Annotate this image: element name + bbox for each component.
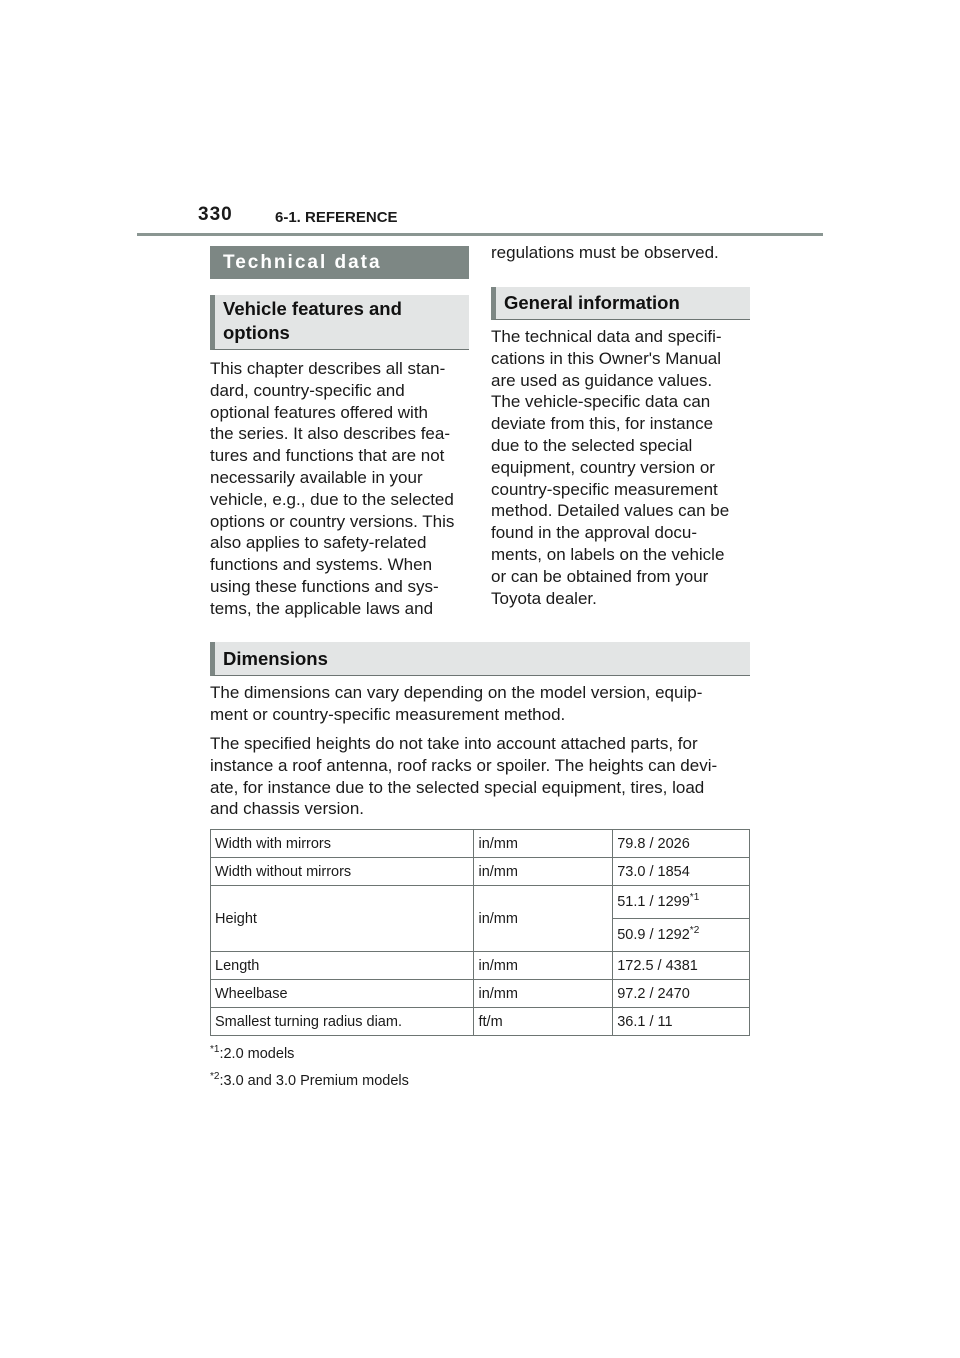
footnote-mark: *2	[210, 1071, 220, 1083]
table-row	[211, 1008, 750, 1036]
text-line: The dimensions can vary depending on the model version, equip-	[210, 683, 703, 702]
text-line: deviate from this, for instance	[491, 414, 714, 434]
text-line: due to the selected special	[491, 435, 693, 455]
row-value	[613, 886, 750, 919]
text-line: dard, country-specific and	[210, 380, 405, 400]
row-label: Width with mirrors	[211, 830, 474, 858]
vehicle-features-text	[210, 358, 475, 620]
text-line: options or country versions. This	[210, 511, 455, 531]
text-line: also applies to safety-related	[210, 533, 427, 553]
row-unit: in/mm	[474, 952, 613, 980]
table-row	[211, 858, 750, 886]
row-value: 36.1 / 11	[613, 1008, 750, 1036]
text-line: equipment, country version or	[491, 457, 715, 477]
text-line: using these functions and sys-	[210, 576, 439, 596]
row-label: Smallest turning radius diam.	[211, 1008, 474, 1036]
vehicle-features-title-line1: Vehicle features and	[223, 298, 402, 319]
dimensions-title: Dimensions	[223, 647, 328, 669]
technical-data-title: Technical data	[223, 251, 382, 273]
dimensions-heading	[210, 642, 750, 676]
text-line: The technical data and specifi-	[491, 327, 722, 346]
footnote-mark: *1	[689, 892, 700, 904]
text-line: cations in this Owner's Manual	[491, 348, 722, 368]
footnote-1	[210, 1046, 294, 1062]
row-label: Width without mirrors	[211, 858, 474, 886]
text-line: or can be obtained from your	[491, 566, 709, 586]
text-line: functions and systems. When	[210, 555, 433, 575]
row-unit: in/mm	[474, 858, 613, 886]
footnote-mark: *1	[210, 1044, 220, 1056]
text-line: instance a roof antenna, roof racks or spoiler. The heights can devi-	[210, 755, 718, 775]
row-value: 172.5 / 4381	[613, 952, 750, 980]
general-information-heading	[491, 287, 750, 320]
vehicle-features-heading	[210, 295, 469, 350]
vehicle-features-title-line2: options	[223, 322, 290, 343]
text-line: method. Detailed values can be	[491, 501, 730, 521]
footnote-text: :2.0 models	[219, 1046, 295, 1062]
text-line: found in the approval docu-	[491, 523, 698, 543]
dimensions-table	[210, 829, 750, 1036]
page-number: 330	[198, 204, 233, 225]
text-line: The vehicle-specific data can	[491, 392, 711, 412]
technical-data-heading	[210, 246, 469, 279]
text-line: tems, the applicable laws and	[210, 598, 434, 618]
height-value-1: 51.1 / 1299	[617, 894, 690, 910]
text-line: ate, for instance due to the selected special equipment, tires, load	[210, 777, 705, 797]
general-information-title: General information	[504, 292, 680, 313]
text-line: are used as guidance values.	[491, 370, 713, 390]
text-line: and chassis version.	[210, 799, 365, 819]
text-line: the series. It also describes fea-	[210, 424, 451, 444]
text-line: This chapter describes all stan-	[210, 359, 446, 378]
text-line: ments, on labels on the vehicle	[491, 544, 725, 564]
footnote-text: :3.0 and 3.0 Premium models	[219, 1073, 409, 1089]
table-row	[211, 830, 750, 858]
height-value-2: 50.9 / 1292	[617, 927, 690, 943]
row-value: 79.8 / 2026	[613, 830, 750, 858]
table-row	[211, 886, 750, 919]
text-line: tures and functions that are not	[210, 446, 445, 466]
row-value: 97.2 / 2470	[613, 980, 750, 1008]
table-row	[211, 980, 750, 1008]
general-information-text	[491, 326, 756, 609]
text-line: country-specific measurement	[491, 479, 718, 499]
row-label: Length	[211, 952, 474, 980]
row-label: Height	[211, 886, 474, 952]
row-value	[613, 919, 750, 952]
row-unit: ft/m	[474, 1008, 613, 1036]
text-line: Toyota dealer.	[491, 588, 597, 608]
footnote-mark: *2	[689, 925, 700, 937]
row-value: 73.0 / 1854	[613, 858, 750, 886]
row-unit: in/mm	[474, 886, 613, 952]
text-line: The specified heights do not take into account attached parts, for	[210, 734, 698, 753]
dimensions-paragraph-2	[210, 733, 755, 820]
row-label: Wheelbase	[211, 980, 474, 1008]
row-unit: in/mm	[474, 830, 613, 858]
table-row	[211, 952, 750, 980]
text-line: optional features offered with	[210, 402, 428, 422]
continuation-text: regulations must be observed.	[491, 243, 719, 262]
text-line: ment or country-specific measurement method.	[210, 704, 566, 724]
section-label: 6-1. REFERENCE	[275, 209, 398, 226]
text-line: necessarily available in your	[210, 467, 423, 487]
text-line: vehicle, e.g., due to the selected	[210, 489, 454, 509]
row-unit: in/mm	[474, 980, 613, 1008]
header-rule	[137, 233, 823, 236]
footnote-2	[210, 1073, 409, 1089]
dimensions-paragraph-1	[210, 682, 755, 726]
